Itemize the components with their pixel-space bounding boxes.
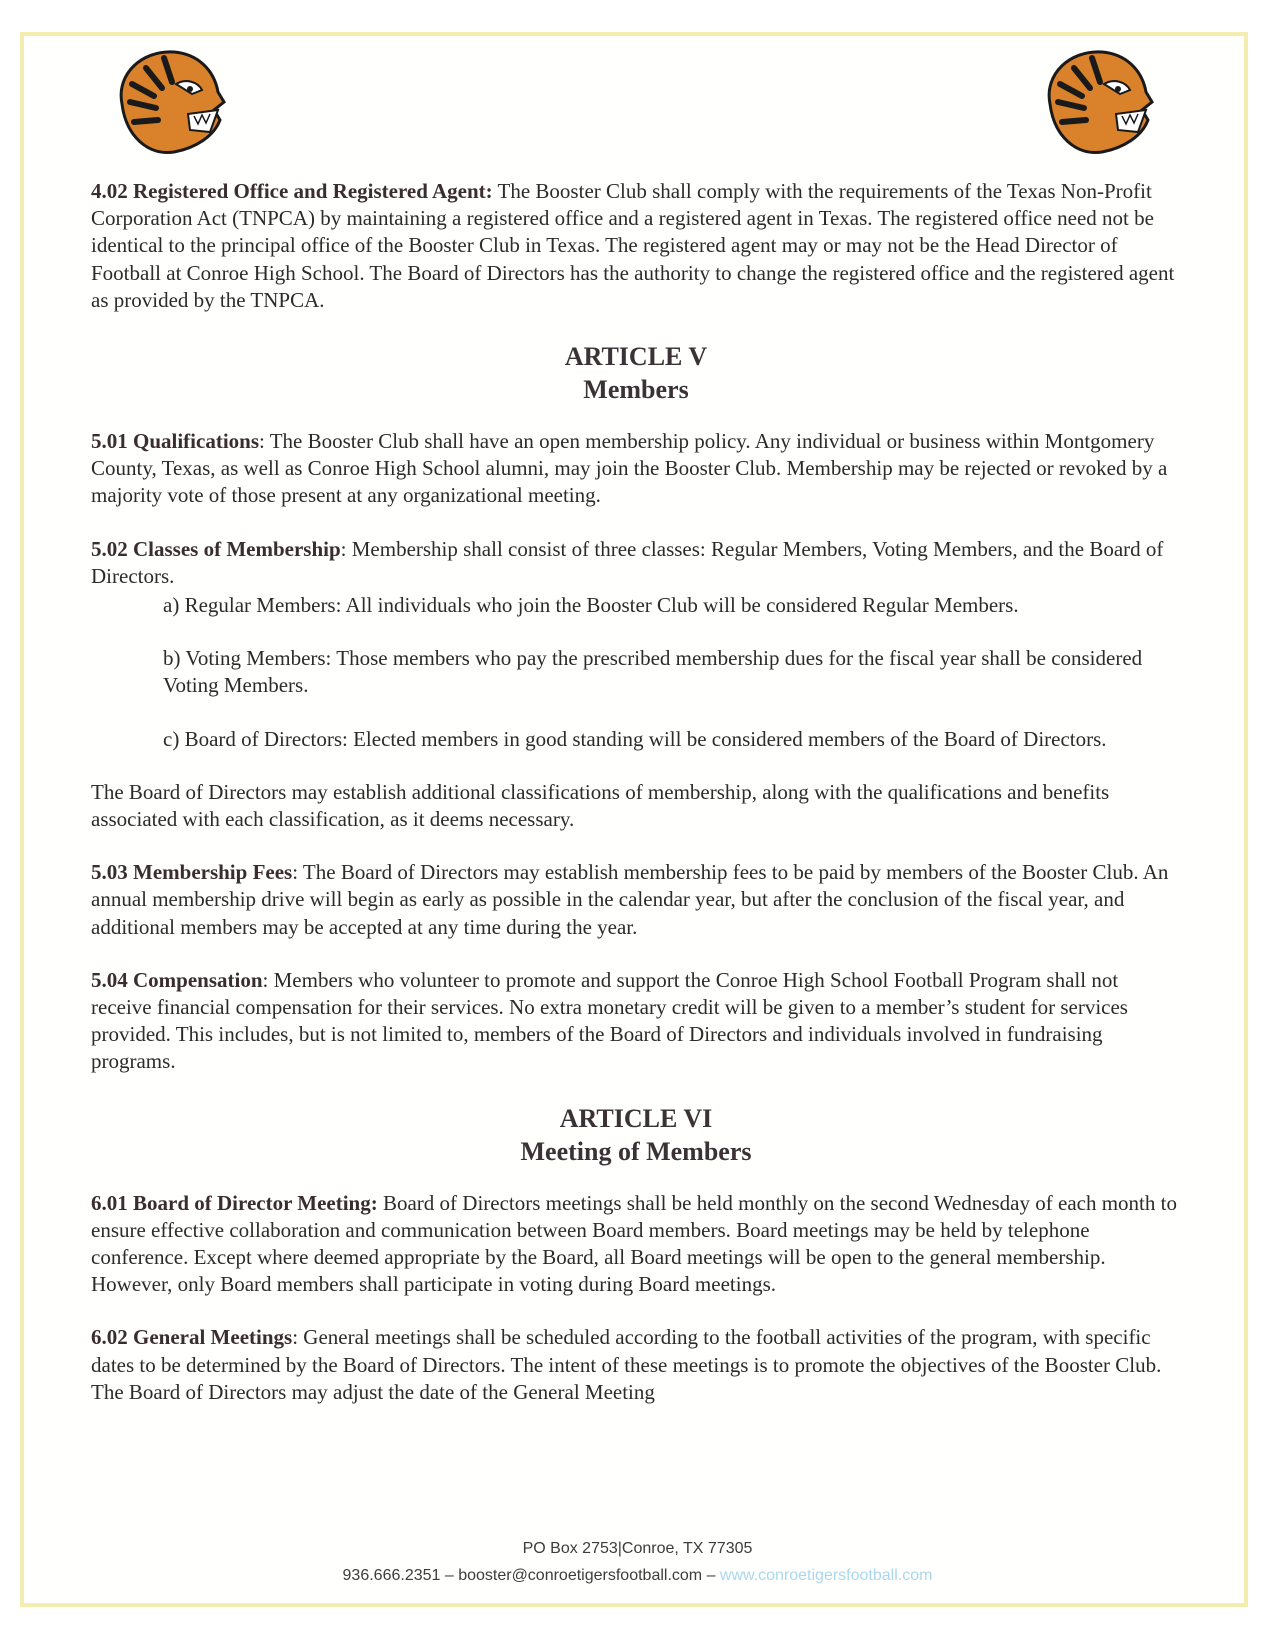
article-number: ARTICLE V (564, 342, 708, 372)
document-body (91, 178, 1181, 1432)
article-5-heading (91, 340, 1181, 406)
footer-address: PO Box 2753|Conroe, TX 77305 (522, 1540, 753, 1557)
section-5-04 (91, 967, 1181, 1076)
membership-note: The Board of Directors may establish additional classifications of membership, along with the qualifications and benefits associated with each classification, as it deems necessary. (91, 779, 1110, 832)
section-text: : Members who volunteer to promote and support the Conroe High School Football Program shall not receive financial compensation for their services. No extra monetary credit will be given to a member’s student for services provided. This includes, but is not limited to, members of the Board of Directors and individuals involved in fundraising programs. (91, 967, 1128, 1074)
section-6-02 (91, 1324, 1181, 1406)
section-text: The Booster Club shall comply with the requirements of the Texas Non-Profit Corporation Act (TNPCA) by maintaining a registered office and a registered agent in Texas. The registered office need not be identical to the principal office of the Booster Club in Texas. The registered agent may or may not be the Head Director of Football at Conroe High School. The Board of Directors has the authority to change the registered office and the registered agent as provided by the TNPCA. (91, 179, 1175, 312)
section-heading: 5.02 Classes of Membership (91, 536, 341, 561)
footer-contact-text: 936.666.2351 – booster@conroetigersfootball.com – (342, 1567, 720, 1584)
section-4-02 (91, 178, 1181, 314)
article-6-heading (91, 1102, 1181, 1168)
footer-contact (0, 1567, 1275, 1585)
article-number: ARTICLE VI (559, 1103, 713, 1133)
section-heading: 5.03 Membership Fees (91, 860, 293, 885)
section-text: : The Board of Directors may establish membership fees to be paid by members of the Booster Club. An annual membership drive will begin as early as possible in the calendar year, but after the conclusion of the fiscal year, and additional members may be accepted at any time during the year. (91, 860, 1169, 939)
section-5-03 (91, 859, 1181, 941)
article-title: Meeting of Members (520, 1136, 752, 1166)
section-heading: 5.04 Compensation (91, 967, 263, 992)
tiger-logo-icon (102, 44, 228, 160)
footer-website-link[interactable]: www.conroetigersfootball.com (719, 1567, 933, 1584)
section-heading: 5.01 Qualifications (91, 429, 260, 454)
section-heading: 4.02 Registered Office and Registered Agent: (91, 179, 493, 203)
membership-class-b: b) Voting Members: Those members who pay the prescribed membership dues for the fiscal year shall be considered Voting Members. (163, 646, 1143, 698)
membership-class-c: c) Board of Directors: Elected members in good standing will be considered members of the Board of Directors. (163, 726, 1107, 751)
section-6-01 (91, 1190, 1181, 1299)
section-heading: 6.02 General Meetings (91, 1325, 293, 1350)
section-text: : Membership shall consist of three classes: Regular Members, Voting Members, and the Board of Directors. (91, 536, 1164, 588)
section-text: : General meetings shall be scheduled according to the football activities of the program, with specific dates to be determined by the Board of Directors. The intent of these meetings is to promote the objectives of the Booster Club. The Board of Directors may adjust the date of the General Meeting (91, 1325, 1162, 1404)
section-text: Board of Directors meetings shall be held monthly on the second Wednesday of each month to ensure effective collaboration and communication between Board members. Board meetings may be held by telephone conference. Except where deemed appropriate by the Board, all Board meetings will be open to the general membership. However, only Board members shall participate in voting during Board meetings. (91, 1190, 1177, 1297)
section-heading: 6.01 Board of Director Meeting: (91, 1190, 378, 1215)
section-5-02 (91, 536, 1181, 590)
tiger-logo-icon (1030, 44, 1156, 160)
section-5-01 (91, 428, 1181, 510)
membership-class-a: a) Regular Members: All individuals who join the Booster Club will be considered Regular Members. (163, 593, 1019, 618)
article-title: Members (583, 375, 689, 405)
section-text: : The Booster Club shall have an open membership policy. Any individual or business within Montgomery County, Texas, as well as Conroe High School alumni, may join the Booster Club. Membership may be rejected or revoked by a majority vote of those present at any organizational meeting. (91, 429, 1168, 508)
